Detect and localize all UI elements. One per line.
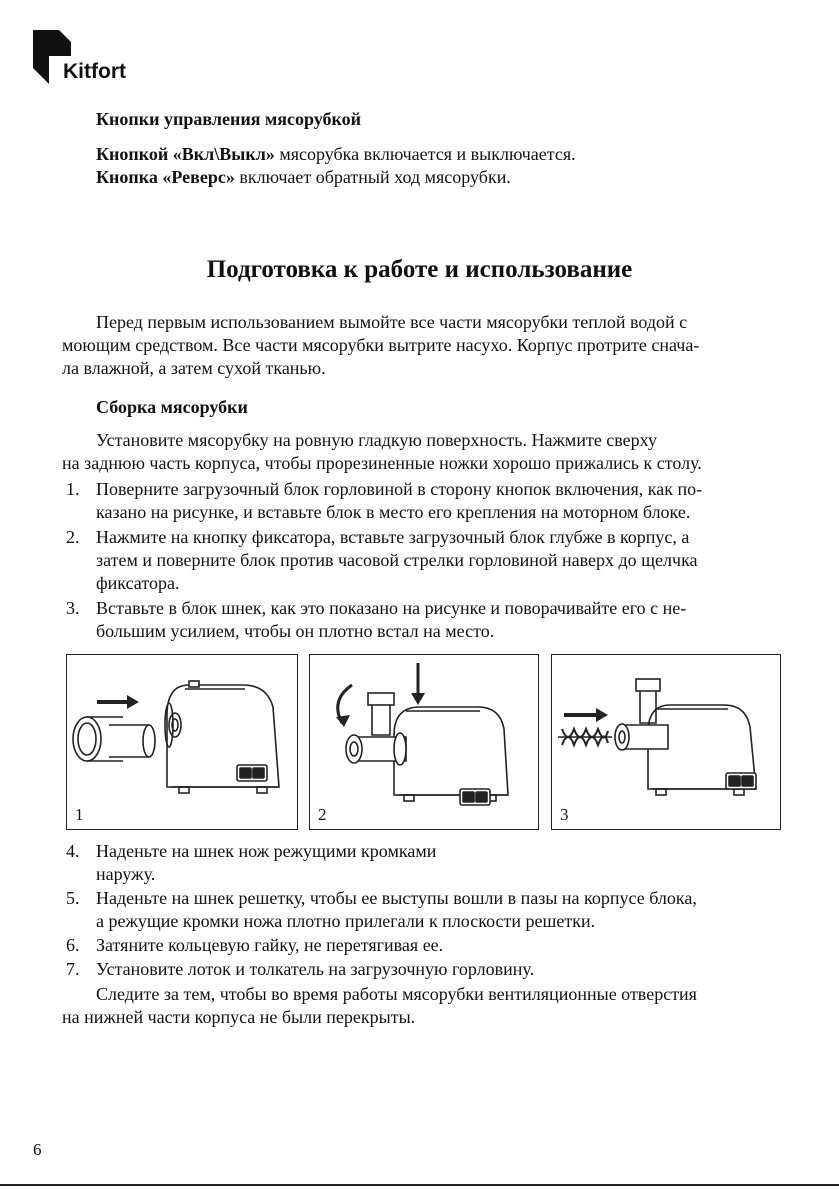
reverse-button-desc: включает обратный ход мясорубки.	[234, 167, 511, 187]
reverse-button-name: Кнопка «Реверс»	[96, 167, 235, 187]
figure-label: 2	[318, 805, 327, 824]
outro-line-1: Следите за тем, чтобы во время работы мясорубки вентиляционные отверстия	[96, 984, 697, 1004]
figure-label: 3	[560, 805, 569, 824]
grinder-insert-block-illustration	[67, 655, 299, 831]
step-number: 6.	[66, 935, 80, 955]
power-button-name: Кнопкой «Вкл\Выкл»	[96, 144, 275, 164]
step-text: Нажмите на кнопку фиксатора, вставьте загрузочный блок глубже в корпус, а	[96, 527, 690, 547]
step-text: а режущие кромки ножа плотно прилегали к плоскости решетки.	[96, 911, 596, 931]
controls-line-1	[96, 143, 576, 166]
step-text: большим усилием, чтобы он плотно встал на место.	[96, 621, 495, 641]
brand-logo	[33, 30, 143, 86]
step-text: Затяните кольцевую гайку, не перетягивая ее.	[96, 935, 444, 955]
step-text: казано на рисунке, и вставьте блок в место его крепления на моторном блоке.	[96, 502, 691, 522]
grinder-insert-auger-illustration	[552, 655, 782, 831]
step-text: Поверните загрузочный блок горловиной в сторону кнопок включения, как по-	[96, 479, 703, 499]
assembly-intro-1: Установите мясорубку на ровную гладкую поверхность. Нажмите сверху	[96, 430, 657, 450]
intro-line-1: Перед первым использованием вымойте все части мясорубки теплой водой с	[96, 312, 688, 332]
step-text: затем и поверните блок против часовой стрелки горловиной наверх до щелчка	[96, 550, 698, 570]
step-number: 4.	[66, 841, 80, 861]
section-title: Подготовка к работе и использование	[206, 256, 633, 283]
brand-name: Kitfort	[63, 60, 126, 83]
outro-line-2: на нижней части корпуса не были перекрыты.	[62, 1007, 416, 1027]
step-number: 5.	[66, 888, 80, 908]
grinder-rotate-block-illustration	[310, 655, 540, 831]
figure-1	[66, 654, 298, 830]
step-text: Вставьте в блок шнек, как это показано на рисунке и поворачивайте его с не-	[96, 598, 687, 618]
assembly-heading: Сборка мясорубки	[96, 397, 248, 417]
page-number: 6	[33, 1140, 42, 1159]
step-number: 2.	[66, 527, 80, 547]
step-text: наружу.	[96, 864, 156, 884]
step-text: Наденьте на шнек решетку, чтобы ее выступы вошли в пазы на корпусе блока,	[96, 888, 697, 908]
step-text: Наденьте на шнек нож режущими кромками	[96, 841, 437, 861]
intro-line-2: моющим средством. Все части мясорубки вытрите насухо. Корпус протрите снача-	[62, 335, 700, 355]
figure-label: 1	[75, 805, 84, 824]
figure-3	[551, 654, 781, 830]
step-number: 1.	[66, 479, 80, 499]
bottom-rule	[0, 1184, 839, 1186]
controls-heading: Кнопки управления мясорубкой	[96, 109, 361, 129]
step-number: 7.	[66, 959, 80, 979]
step-number: 3.	[66, 598, 80, 618]
controls-line-2	[96, 166, 511, 189]
assembly-intro-2: на заднюю часть корпуса, чтобы прорезиненные ножки хорошо прижались к столу.	[62, 453, 702, 473]
step-text: фиксатора.	[96, 573, 180, 593]
intro-line-3: ла влажной, а затем сухой тканью.	[62, 358, 326, 378]
figure-2	[309, 654, 539, 830]
step-text: Установите лоток и толкатель на загрузочную горловину.	[96, 959, 535, 979]
power-button-desc: мясорубка включается и выключается.	[274, 144, 576, 164]
